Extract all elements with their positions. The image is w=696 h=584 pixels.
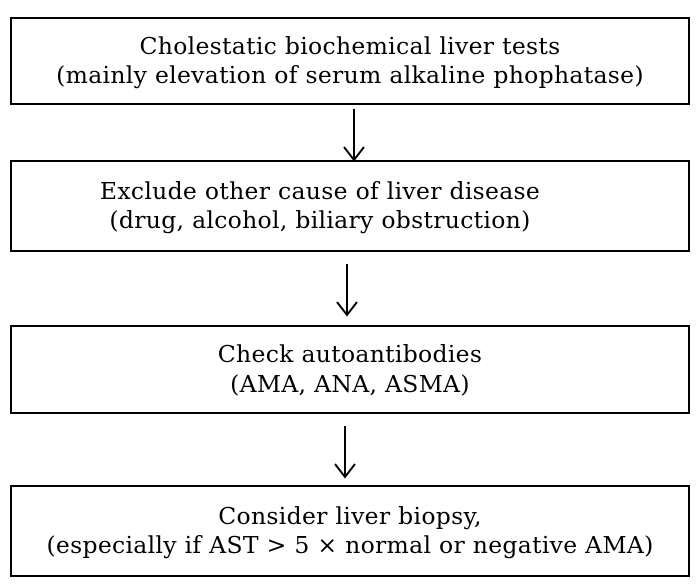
step-4-title: Consider liver biopsy, [218, 501, 482, 530]
step-1-title: Cholestatic biochemical liver tests [139, 31, 561, 60]
step-3-title: Check autoantibodies [217, 340, 483, 369]
arrow-down-icon [332, 262, 362, 318]
step-4-detail: (especially if AST > 5 × normal or negative AMA) [46, 531, 654, 559]
step-2-box [10, 160, 690, 252]
step-2-detail: (drug, alcohol, biliary obstruction) [109, 206, 531, 234]
step-3-detail: (AMA, ANA, ASMA) [230, 369, 470, 398]
arrow-down-icon [330, 424, 360, 480]
step-2-title: Exclude other cause of liver disease [99, 176, 541, 205]
step-3-box [10, 325, 690, 414]
step-4-box [10, 485, 690, 577]
arrow-down-icon [339, 107, 369, 163]
step-1-box [10, 17, 690, 105]
step-1-detail: (mainly elevation of serum alkaline phophatase) [56, 61, 644, 89]
